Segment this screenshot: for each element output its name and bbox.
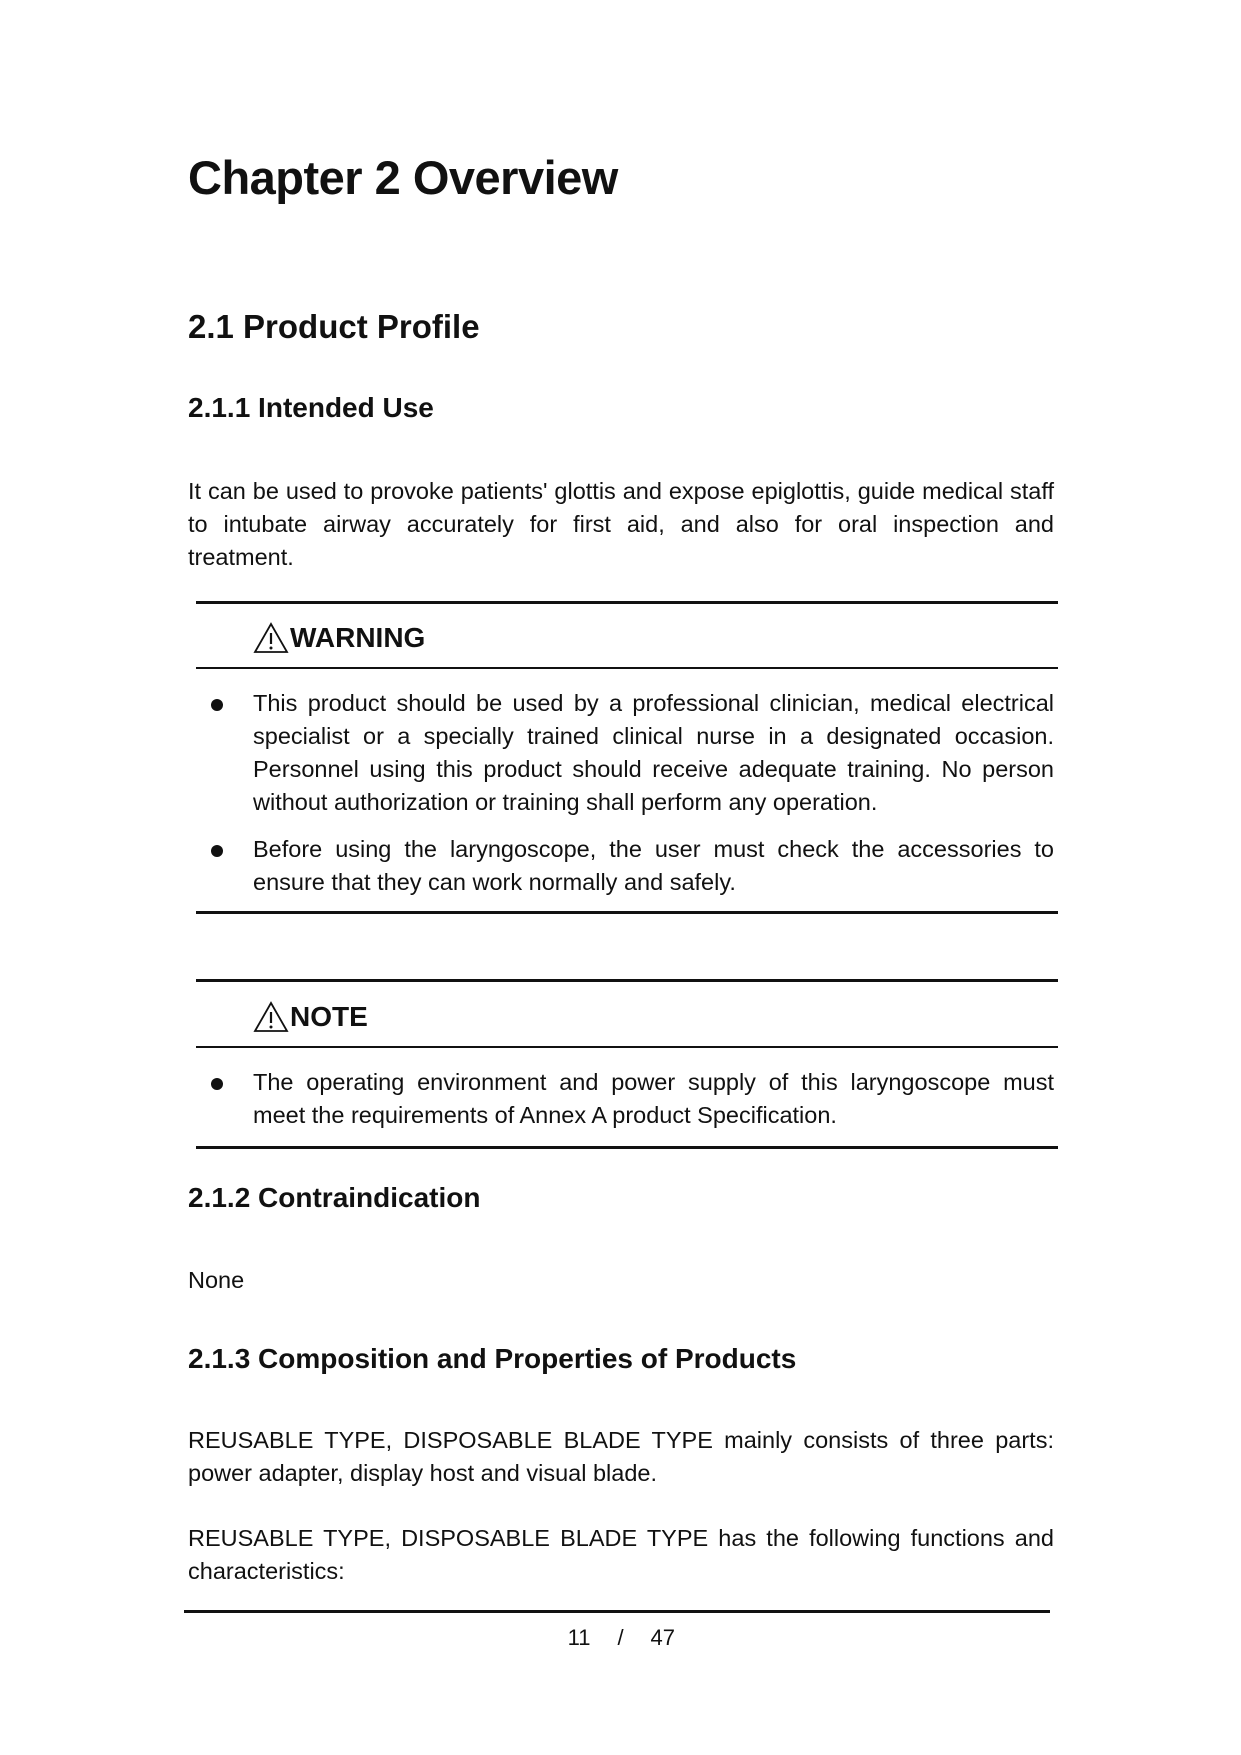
- contraindication-text: None: [188, 1267, 245, 1293]
- composition-paragraph: REUSABLE TYPE, DISPOSABLE BLADE TYPE has the following functions and characteristics:: [188, 1525, 1054, 1584]
- intended-use-heading: 2.1.1 Intended Use: [188, 392, 434, 423]
- warning-triangle-icon: [253, 1001, 289, 1033]
- total-pages: 47: [650, 1625, 675, 1650]
- bullet-dot: [211, 1078, 223, 1090]
- footer-rule: [184, 1610, 1050, 1613]
- note-title: [253, 1001, 368, 1033]
- warning-item-text: Before using the laryngoscope, the user must check the accessories to ensure that they can work normally and safely.: [253, 836, 1054, 895]
- chapter-title: Chapter 2 Overview: [188, 151, 618, 204]
- note-bottom-rule: [196, 1146, 1058, 1149]
- page-separator: /: [617, 1625, 624, 1650]
- composition-paragraph: REUSABLE TYPE, DISPOSABLE BLADE TYPE mainly consists of three parts: power adapter, display host and visual blade.: [188, 1427, 1054, 1486]
- warning-list-item: [206, 687, 1054, 819]
- warning-title: [253, 622, 425, 654]
- page-number: 11: [567, 1625, 591, 1650]
- warning-bottom-rule: [196, 911, 1058, 914]
- warning-header-rule: [196, 667, 1058, 669]
- note-list-item: [206, 1066, 1054, 1132]
- composition-heading: 2.1.3 Composition and Properties of Products: [188, 1343, 797, 1374]
- warning-triangle-icon: [253, 622, 289, 654]
- warning-item-text: This product should be used by a professional clinician, medical electrical specialist or a specially trained clinical nurse in a designated occasion. Personnel using this product should receive adequate training. No person without authorization or training shall perform any operation.: [253, 690, 1054, 815]
- intended-use-text: It can be used to provoke patients' glottis and expose epiglottis, guide medical staff to intubate airway accurately for first aid, and also for oral inspection and treatment.: [188, 478, 1054, 570]
- warning-list-item: [206, 833, 1054, 899]
- note-top-rule: [196, 979, 1058, 982]
- contraindication-heading: 2.1.2 Contraindication: [188, 1182, 481, 1213]
- bullet-dot: [211, 845, 223, 857]
- warning-top-rule: [196, 601, 1058, 604]
- bullet-dot: [211, 699, 223, 711]
- section-heading: 2.1 Product Profile: [188, 308, 480, 345]
- warning-title-text: WARNING: [290, 622, 426, 653]
- note-header-rule: [196, 1046, 1058, 1048]
- note-item-text: The operating environment and power supply of this laryngoscope must meet the requirements of Annex A product Specification.: [253, 1069, 1054, 1128]
- note-title-text: NOTE: [290, 1001, 368, 1032]
- page-indicator: [0, 1625, 1241, 1651]
